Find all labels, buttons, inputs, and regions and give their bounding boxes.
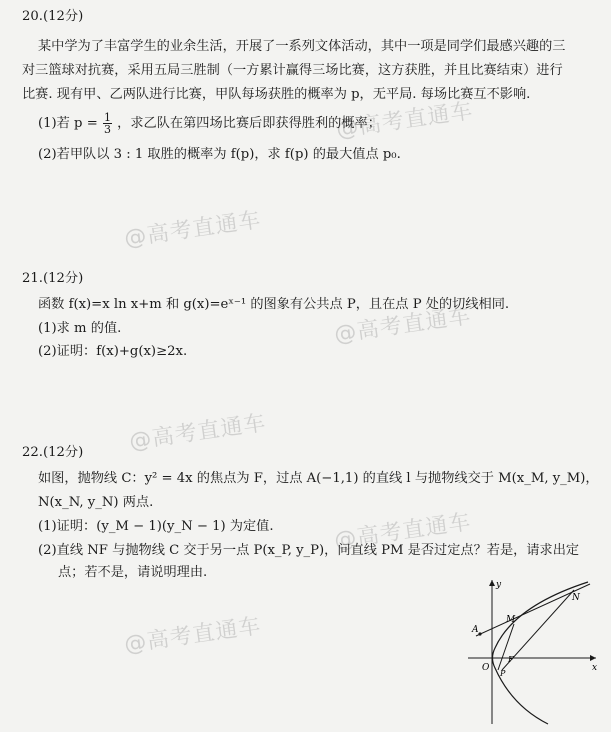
label-m: M (506, 615, 516, 625)
q20-header: 20.(12分) (22, 9, 84, 24)
fraction (103, 112, 112, 135)
point-a (478, 632, 481, 635)
q20-part-1 (38, 112, 381, 135)
watermark: @高考直通车 (334, 98, 475, 143)
label-f: F (508, 655, 514, 664)
x-axis-arrow (590, 655, 596, 661)
q22-part-2-line-2: 点；若不是，请说明理由. (58, 565, 208, 580)
q20-text-line-3: 比赛. 现有甲、乙两队进行比赛，甲队每场获胜的概率为 p，无平局. 每场比赛互不影响. (22, 87, 531, 102)
watermark: @高考直通车 (122, 207, 263, 252)
q21-text-line-1: 函数 f(x)=x ln x+m 和 g(x)=eˣ⁻¹ 的图象有公共点 P，且在点 P 处的切线相同. (38, 297, 510, 312)
watermark: @高考直通车 (332, 303, 473, 348)
q20-text-line-1: 某中学为了丰富学生的业余生活，开展了一系列文体活动，其中一项是同学们最感兴趣的三 (38, 39, 566, 54)
q22-part-2-line-1: (2)直线 NF 与抛物线 C 交于另一点 P(x_P, y_P)，问直线 PM 是否过定点？若是，请求出定 (38, 543, 580, 558)
q20-part-2: (2)若甲队以 3 : 1 取胜的概率为 f(p)，求 f(p) 的最大值点 p₀. (38, 147, 401, 162)
label-y: y (496, 580, 502, 590)
q21-part-2: (2)证明：f(x)+g(x)≥2x. (38, 344, 188, 359)
label-a: A (472, 625, 479, 635)
q22-text-line-1: 如图，抛物线 C：y² = 4x 的焦点为 F，过点 A(−1,1) 的直线 l 与抛物线交于 M(x_M, y_M)， (38, 471, 599, 486)
watermark: @高考直通车 (332, 509, 473, 554)
fraction-numerator: 1 (103, 111, 111, 124)
watermark: @高考直通车 (127, 410, 268, 455)
label-x: x (592, 663, 598, 673)
label-o: O (482, 663, 490, 673)
fraction-denominator: 3 (103, 123, 111, 136)
q21-part-1: (1)求 m 的值. (38, 321, 122, 336)
parabola-curve (493, 582, 589, 724)
label-p: P (500, 669, 506, 678)
q20-part-1-prefix: (1)若 p = (38, 116, 98, 131)
q21-header: 21.(12分) (22, 271, 84, 286)
y-axis-arrow (489, 580, 495, 586)
parabola-figure (462, 576, 602, 726)
q20-text-line-2: 对三篮球对抗赛，采用五局三胜制（一方累计赢得三场比赛，这方获胜，并且比赛结束）进行 (22, 63, 563, 78)
q22-text-line-2: N(x_N, y_N) 两点. (38, 495, 154, 510)
watermark: @高考直通车 (122, 613, 263, 658)
q22-header: 22.(12分) (22, 445, 84, 460)
q22-part-1: (1)证明：(y_M − 1)(y_N − 1) 为定值. (38, 519, 274, 534)
label-n: N (572, 593, 580, 603)
q20-part-1-suffix: ，求乙队在第四场比赛后即获得胜利的概率； (117, 116, 381, 131)
